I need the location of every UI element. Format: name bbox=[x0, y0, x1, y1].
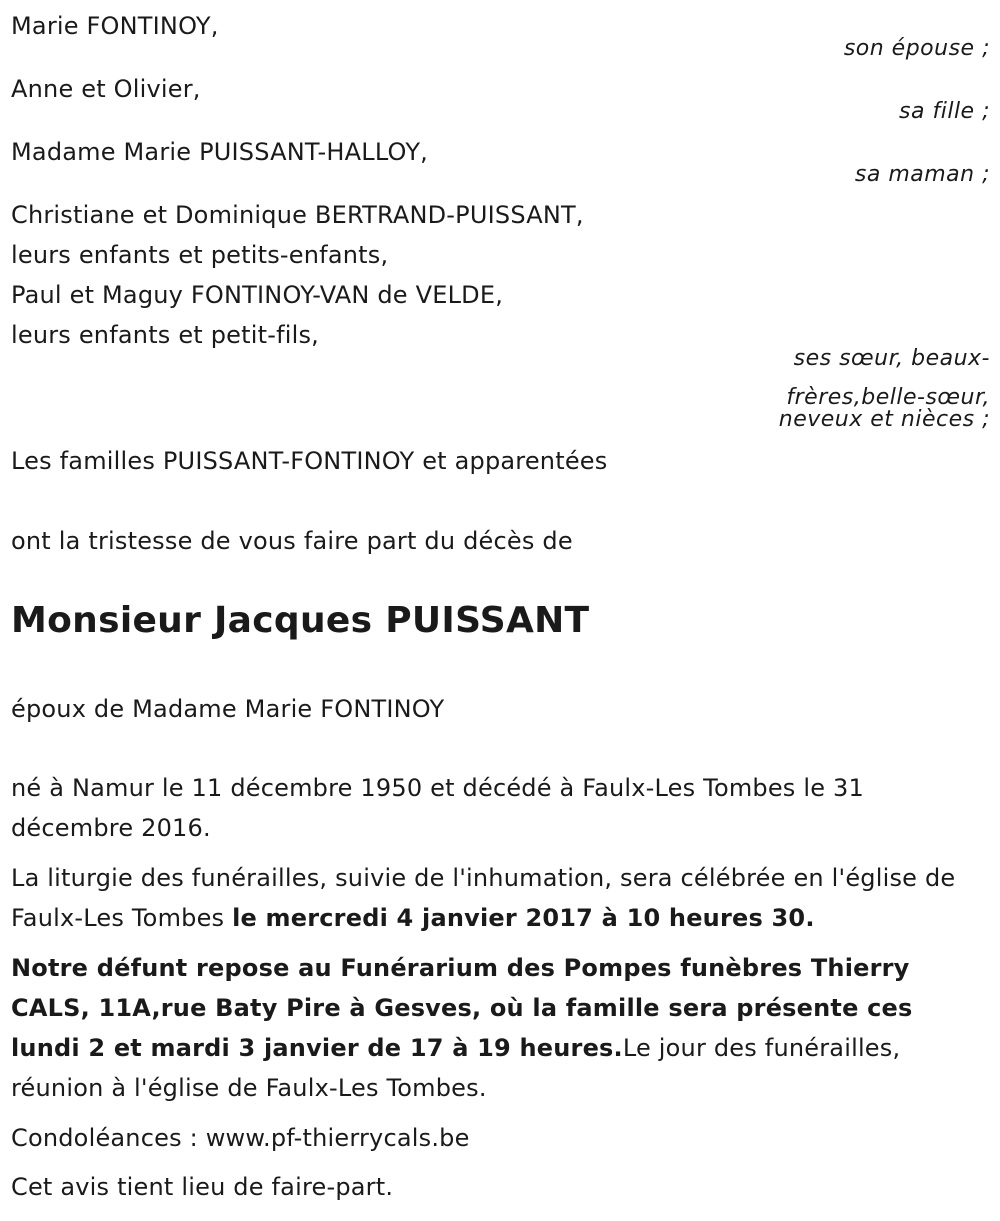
entry-sibling-2: Paul et Maguy FONTINOY-VAN de VELDE, bbox=[11, 281, 504, 309]
entry-siblings-role-c: neveux et nièces ; bbox=[778, 407, 990, 432]
closing-line: Cet avis tient lieu de faire-part. bbox=[11, 1173, 394, 1201]
entry-wife-name: Marie FONTINOY, bbox=[11, 12, 219, 40]
liturgy-date: le mercredi 4 janvier 2017 à 10 heures 30. bbox=[232, 904, 815, 932]
condolences-line: Condoléances : www.pf-thierrycals.be bbox=[11, 1124, 470, 1152]
funeral-home-paragraph bbox=[11, 948, 986, 1108]
liturgy-text: La liturgie des funérailles, suivie de l'inhumation, sera célébrée en l'église de Faulx-Les Tombes bbox=[11, 864, 956, 932]
entry-siblings-role-a: ses sœur, beaux- bbox=[793, 346, 990, 371]
entry-siblings-role-b: frères,belle-sœur, bbox=[786, 385, 990, 410]
spouse-line: époux de Madame Marie FONTINOY bbox=[11, 695, 445, 723]
entry-mother-role: sa maman ; bbox=[854, 162, 990, 187]
birth-death-paragraph: né à Namur le 11 décembre 1950 et décédé à Faulx-Les Tombes le 31 décembre 2016. bbox=[11, 774, 864, 842]
entry-families: Les familles PUISSANT-FONTINOY et apparentées bbox=[11, 447, 608, 475]
entry-daughter-role: sa fille ; bbox=[899, 99, 990, 124]
deceased-name: Monsieur Jacques PUISSANT bbox=[11, 600, 590, 641]
entry-sibling-2-children: leurs enfants et petit-fils, bbox=[11, 321, 320, 349]
entry-sibling-1-children: leurs enfants et petits-enfants, bbox=[11, 241, 389, 269]
liturgy-paragraph bbox=[11, 858, 986, 938]
funeral-home-details: Notre défunt repose au Funérarium des Pompes funèbres Thierry CALS, 11A,rue Baty Pire à Gesves, où la famille sera présente ces lundi 2 et mardi 3 janvier de 17 à 19 heures. bbox=[11, 954, 913, 1062]
entry-mother-name: Madame Marie PUISSANT-HALLOY, bbox=[11, 138, 429, 166]
entry-daughter-name: Anne et Olivier, bbox=[11, 75, 201, 103]
entry-sibling-1: Christiane et Dominique BERTRAND-PUISSANT, bbox=[11, 201, 584, 229]
funeral-day-meeting: Le jour des funérailles, réunion à l'église de Faulx-Les Tombes. bbox=[11, 1034, 901, 1102]
announcement-intro: ont la tristesse de vous faire part du décès de bbox=[11, 527, 573, 555]
entry-wife-role: son épouse ; bbox=[843, 36, 990, 61]
